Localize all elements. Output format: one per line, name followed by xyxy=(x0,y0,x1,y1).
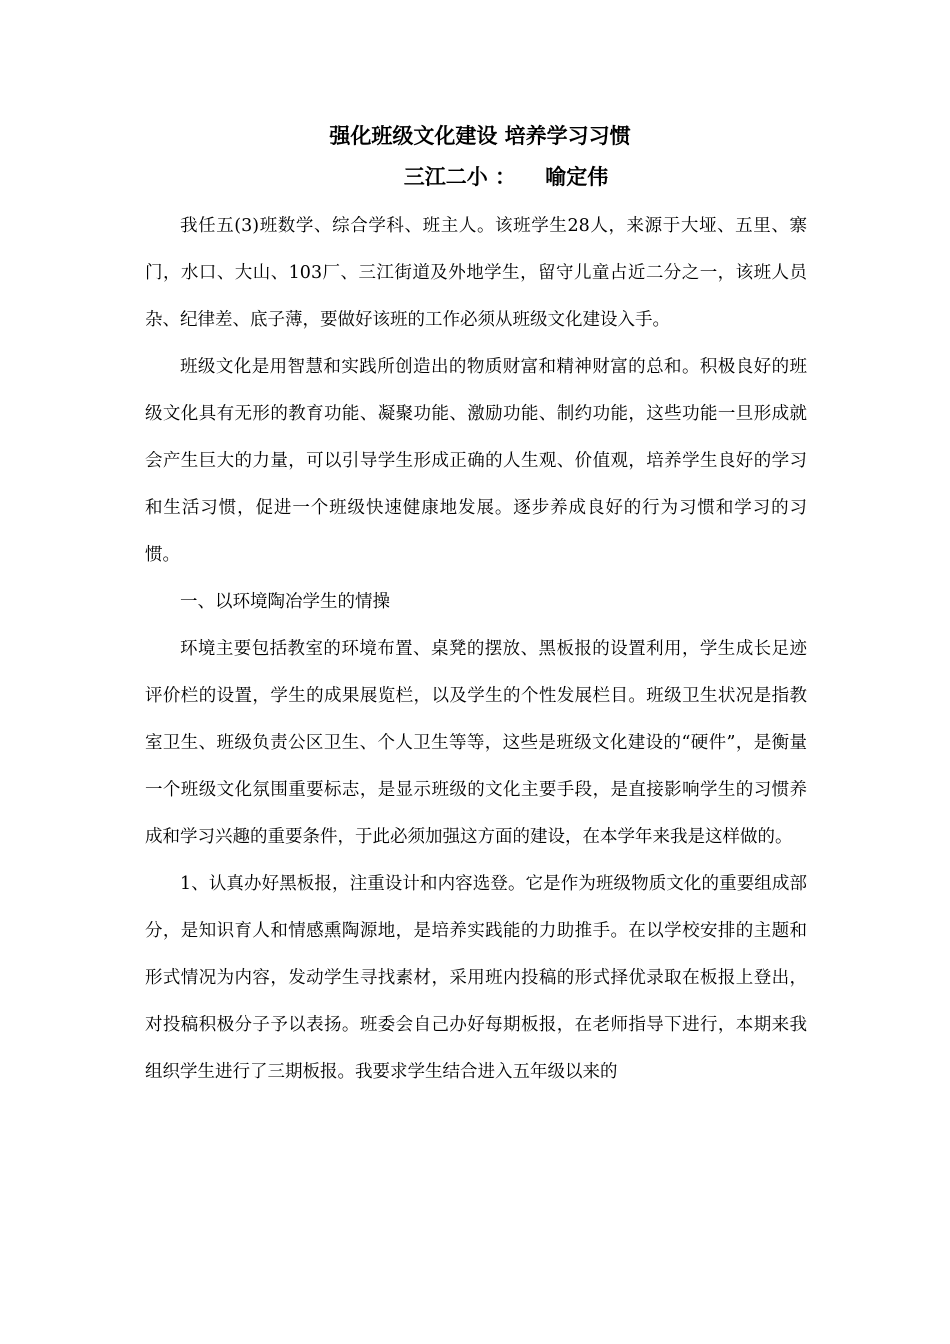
document-body xyxy=(145,203,807,1096)
paragraph-environment: 环境主要包括教室的环境布置、桌凳的摆放、黑板报的设置利用，学生成长足迹评价栏的设置，学生的成果展览栏，以及学生的个性发展栏目。班级卫生状况是指教室卫生、班级负责公区卫生、个人卫生等等，这些是班级文化建设的“硬件”，是衡量一个班级文化氛围重要标志，是显示班级的文化主要手段，是直接影响学生的习惯养成和学习兴趣的重要条件，于此必须加强这方面的建设，在本学年来我是这样做的。 xyxy=(145,639,807,847)
author-line: 三江二小 ： 喻定伟 xyxy=(403,164,609,189)
paragraph-intro: 我任五(3)班数学、综合学科、班主人。该班学生28人，来源于大垭、五里、寨门，水口、大山、103厂、三江街道及外地学生，留守儿童占近二分之一，该班人员杂、纪律差、底子薄，要做好该班的工作必须从班级文化建设入手。 xyxy=(145,216,807,330)
document-page xyxy=(145,117,807,1096)
section-heading-environment: 一、以环境陶冶学生的情操 xyxy=(180,592,390,612)
document-title: 强化班级文化建设 培养学习习惯 xyxy=(329,123,631,148)
paragraph-class-culture: 班级文化是用智慧和实践所创造出的物质财富和精神财富的总和。积极良好的班级文化具有无形的教育功能、凝聚功能、激励功能、制约功能，这些功能一旦形成就会产生巨大的力量，可以引导学生形成正确的人生观、价值观，培养学生良好的学习和生活习惯，促进一个班级快速健康地发展。逐步养成良好的行为习惯和学习的习惯。 xyxy=(145,357,807,565)
paragraph-blackboard: 1、认真办好黑板报，注重设计和内容选登。它是作为班级物质文化的重要组成部分，是知识育人和情感熏陶源地，是培养实践能的力助推手。在以学校安排的主题和形式情况为内容，发动学生寻找素材，采用班内投稿的形式择优录取在板报上登出，对投稿积极分子予以表扬。班委会自己办好每期板报，在老师指导下进行，本期来我组织学生进行了三期板报。我要求学生结合进入五年级以来的 xyxy=(145,874,807,1082)
